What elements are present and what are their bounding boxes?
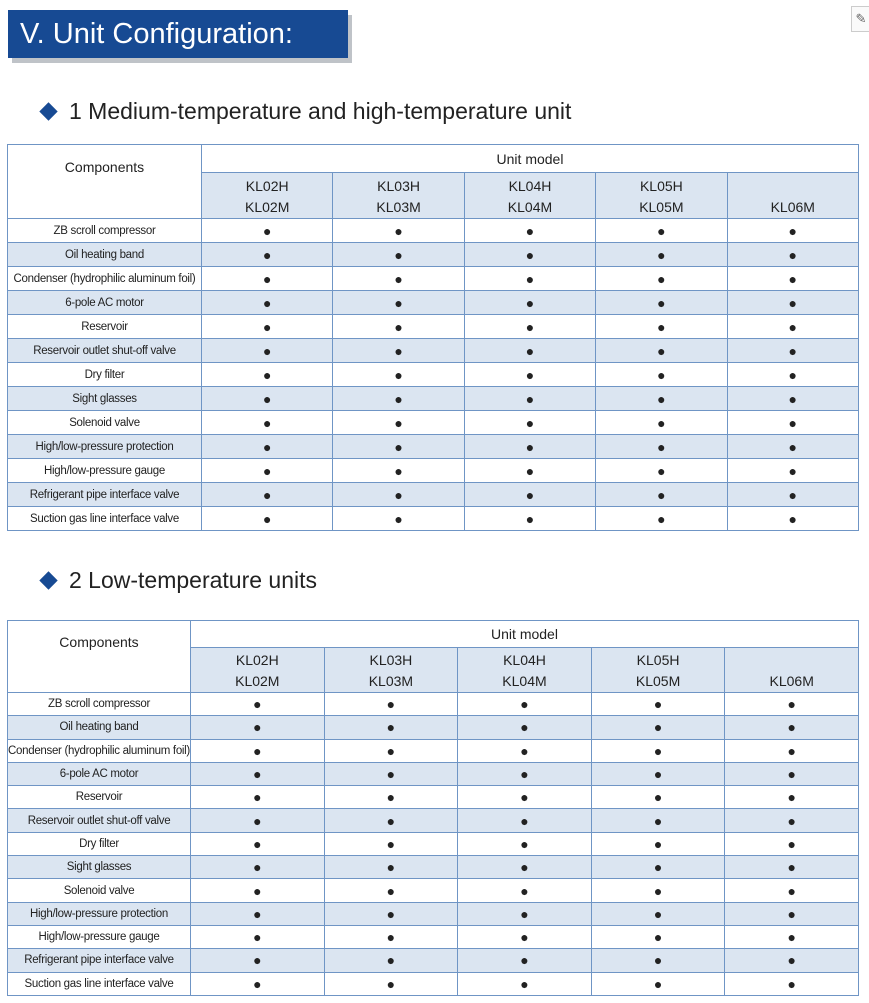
included-mark: ● <box>727 339 858 363</box>
included-mark: ● <box>191 856 325 879</box>
included-mark: ● <box>333 267 464 291</box>
included-mark: ● <box>191 693 325 716</box>
table-row <box>8 949 859 972</box>
component-name: Sight glasses <box>8 387 202 411</box>
included-mark: ● <box>333 339 464 363</box>
model-header <box>458 648 592 693</box>
included-mark: ● <box>464 459 595 483</box>
included-mark: ● <box>464 507 595 531</box>
unit-config-table-low <box>7 620 859 996</box>
included-mark: ● <box>333 435 464 459</box>
included-mark: ● <box>591 693 725 716</box>
model-header <box>324 648 458 693</box>
included-mark: ● <box>727 387 858 411</box>
table-row <box>8 832 859 855</box>
model-m: KL03M <box>368 673 414 689</box>
included-mark: ● <box>464 483 595 507</box>
component-name: Dry filter <box>8 832 191 855</box>
component-name: ZB scroll compressor <box>8 219 202 243</box>
included-mark: ● <box>725 949 859 972</box>
included-mark: ● <box>727 315 858 339</box>
included-mark: ● <box>202 267 333 291</box>
model-m: KL03M <box>376 199 421 215</box>
included-mark: ● <box>727 291 858 315</box>
included-mark: ● <box>324 693 458 716</box>
included-mark: ● <box>324 786 458 809</box>
component-name: High/low-pressure protection <box>8 435 202 459</box>
included-mark: ● <box>591 879 725 902</box>
included-mark: ● <box>458 786 592 809</box>
included-mark: ● <box>324 739 458 762</box>
model-header <box>333 173 464 219</box>
included-mark: ● <box>727 435 858 459</box>
model-m: KL05M <box>635 673 681 689</box>
component-name: Suction gas line interface valve <box>8 507 202 531</box>
included-mark: ● <box>202 339 333 363</box>
included-mark: ● <box>725 879 859 902</box>
included-mark: ● <box>464 435 595 459</box>
table-row <box>8 291 859 315</box>
included-mark: ● <box>727 219 858 243</box>
included-mark: ● <box>725 925 859 948</box>
included-mark: ● <box>333 387 464 411</box>
included-mark: ● <box>458 972 592 995</box>
included-mark: ● <box>202 387 333 411</box>
included-mark: ● <box>591 902 725 925</box>
included-mark: ● <box>727 459 858 483</box>
model-h: KL05H <box>639 178 683 194</box>
unit-config-table-medium-high <box>7 144 859 531</box>
table-row <box>8 507 859 531</box>
included-mark: ● <box>324 902 458 925</box>
component-name: High/low-pressure protection <box>8 902 191 925</box>
table-row <box>8 483 859 507</box>
model-h: KL03H <box>377 178 420 194</box>
included-mark: ● <box>464 387 595 411</box>
component-name: Oil heating band <box>8 243 202 267</box>
component-name: ZB scroll compressor <box>8 693 191 716</box>
table-row <box>8 267 859 291</box>
component-name: Suction gas line interface valve <box>8 972 191 995</box>
table-row <box>8 972 859 995</box>
included-mark: ● <box>725 809 859 832</box>
included-mark: ● <box>596 363 727 387</box>
table-row <box>8 219 859 243</box>
included-mark: ● <box>725 832 859 855</box>
included-mark: ● <box>333 411 464 435</box>
included-mark: ● <box>727 267 858 291</box>
included-mark: ● <box>591 716 725 739</box>
included-mark: ● <box>464 411 595 435</box>
component-name: Reservoir <box>8 786 191 809</box>
model-m: KL04M <box>502 673 547 689</box>
included-mark: ● <box>458 949 592 972</box>
included-mark: ● <box>202 435 333 459</box>
edit-icon[interactable]: ✎ <box>851 6 869 32</box>
included-mark: ● <box>191 716 325 739</box>
included-mark: ● <box>202 291 333 315</box>
included-mark: ● <box>202 411 333 435</box>
included-mark: ● <box>596 291 727 315</box>
included-mark: ● <box>458 879 592 902</box>
included-mark: ● <box>324 879 458 902</box>
included-mark: ● <box>324 925 458 948</box>
table-row <box>8 809 859 832</box>
included-mark: ● <box>591 949 725 972</box>
included-mark: ● <box>191 902 325 925</box>
included-mark: ● <box>464 339 595 363</box>
included-mark: ● <box>324 832 458 855</box>
model-header <box>191 648 325 693</box>
component-name: Refrigerant pipe interface valve <box>8 483 202 507</box>
included-mark: ● <box>324 762 458 785</box>
table-row <box>8 879 859 902</box>
included-mark: ● <box>191 879 325 902</box>
included-mark: ● <box>725 786 859 809</box>
unit-model-header: Unit model <box>191 621 859 648</box>
included-mark: ● <box>458 716 592 739</box>
included-mark: ● <box>596 435 727 459</box>
included-mark: ● <box>725 739 859 762</box>
table-row <box>8 411 859 435</box>
component-name: High/low-pressure gauge <box>8 925 191 948</box>
included-mark: ● <box>464 219 595 243</box>
model-m: KL02M <box>235 673 280 689</box>
table-row <box>8 925 859 948</box>
section-title: V. Unit Configuration: <box>8 10 348 58</box>
included-mark: ● <box>464 315 595 339</box>
included-mark: ● <box>191 786 325 809</box>
model-h: KL02H <box>245 178 289 194</box>
included-mark: ● <box>725 693 859 716</box>
component-name: Reservoir outlet shut-off valve <box>8 339 202 363</box>
diamond-bullet-icon <box>39 571 57 589</box>
included-mark: ● <box>596 483 727 507</box>
included-mark: ● <box>202 507 333 531</box>
model-m: KL05M <box>639 199 684 215</box>
included-mark: ● <box>725 762 859 785</box>
included-mark: ● <box>458 809 592 832</box>
included-mark: ● <box>333 243 464 267</box>
table-row <box>8 459 859 483</box>
component-name: Reservoir outlet shut-off valve <box>8 809 191 832</box>
table-row <box>8 435 859 459</box>
section-heading-1 <box>42 98 571 125</box>
included-mark: ● <box>202 483 333 507</box>
included-mark: ● <box>464 267 595 291</box>
included-mark: ● <box>202 363 333 387</box>
included-mark: ● <box>202 459 333 483</box>
component-name: Oil heating band <box>8 716 191 739</box>
included-mark: ● <box>596 387 727 411</box>
table-row <box>8 716 859 739</box>
included-mark: ● <box>596 219 727 243</box>
unit-model-header: Unit model <box>202 145 859 173</box>
table-row <box>8 339 859 363</box>
model-header <box>202 173 333 219</box>
table-row <box>8 693 859 716</box>
included-mark: ● <box>458 902 592 925</box>
included-mark: ● <box>191 762 325 785</box>
included-mark: ● <box>596 411 727 435</box>
included-mark: ● <box>324 972 458 995</box>
component-name: Sight glasses <box>8 856 191 879</box>
model-m: KL06M <box>770 199 815 215</box>
included-mark: ● <box>333 219 464 243</box>
included-mark: ● <box>202 315 333 339</box>
included-mark: ● <box>727 363 858 387</box>
included-mark: ● <box>591 832 725 855</box>
included-mark: ● <box>464 363 595 387</box>
included-mark: ● <box>324 856 458 879</box>
included-mark: ● <box>202 243 333 267</box>
included-mark: ● <box>333 291 464 315</box>
included-mark: ● <box>727 243 858 267</box>
included-mark: ● <box>191 972 325 995</box>
included-mark: ● <box>458 693 592 716</box>
model-header <box>464 173 595 219</box>
included-mark: ● <box>591 739 725 762</box>
included-mark: ● <box>591 809 725 832</box>
table-row <box>8 762 859 785</box>
component-name: 6-pole AC motor <box>8 762 191 785</box>
included-mark: ● <box>333 507 464 531</box>
included-mark: ● <box>333 315 464 339</box>
included-mark: ● <box>324 809 458 832</box>
included-mark: ● <box>324 716 458 739</box>
table-row <box>8 739 859 762</box>
included-mark: ● <box>324 949 458 972</box>
table-row <box>8 387 859 411</box>
included-mark: ● <box>458 762 592 785</box>
included-mark: ● <box>596 507 727 531</box>
included-mark: ● <box>191 739 325 762</box>
component-name: Solenoid valve <box>8 879 191 902</box>
heading-text: 1 Medium-temperature and high-temperature unit <box>69 98 572 124</box>
model-h: KL04H <box>508 178 552 194</box>
component-name: Refrigerant pipe interface valve <box>8 949 191 972</box>
included-mark: ● <box>458 925 592 948</box>
included-mark: ● <box>191 925 325 948</box>
table-row <box>8 786 859 809</box>
included-mark: ● <box>591 856 725 879</box>
included-mark: ● <box>464 291 595 315</box>
included-mark: ● <box>333 459 464 483</box>
section-heading-2 <box>42 567 317 594</box>
included-mark: ● <box>727 483 858 507</box>
components-header: Components <box>8 621 191 693</box>
included-mark: ● <box>596 315 727 339</box>
component-name: Condenser (hydrophilic aluminum foil) <box>8 267 202 291</box>
included-mark: ● <box>191 809 325 832</box>
component-name: High/low-pressure gauge <box>8 459 202 483</box>
heading-text: 2 Low-temperature units <box>69 567 318 593</box>
included-mark: ● <box>202 219 333 243</box>
included-mark: ● <box>333 363 464 387</box>
included-mark: ● <box>458 739 592 762</box>
included-mark: ● <box>596 459 727 483</box>
components-header: Components <box>8 145 202 219</box>
included-mark: ● <box>458 856 592 879</box>
model-h: KL03H <box>369 652 413 668</box>
model-m: KL02M <box>245 199 290 215</box>
component-name: Condenser (hydrophilic aluminum foil) <box>8 739 191 762</box>
table-row <box>8 363 859 387</box>
model-m: KL06M <box>769 673 814 689</box>
included-mark: ● <box>464 243 595 267</box>
model-header <box>596 173 727 219</box>
model-h: KL02H <box>235 652 279 668</box>
table-row <box>8 315 859 339</box>
model-h: KL05H <box>636 652 680 668</box>
included-mark: ● <box>591 972 725 995</box>
table-row <box>8 243 859 267</box>
included-mark: ● <box>725 716 859 739</box>
component-name: 6-pole AC motor <box>8 291 202 315</box>
included-mark: ● <box>725 856 859 879</box>
included-mark: ● <box>727 507 858 531</box>
included-mark: ● <box>591 925 725 948</box>
included-mark: ● <box>596 267 727 291</box>
included-mark: ● <box>191 832 325 855</box>
component-name: Reservoir <box>8 315 202 339</box>
included-mark: ● <box>591 762 725 785</box>
component-name: Dry filter <box>8 363 202 387</box>
included-mark: ● <box>591 786 725 809</box>
included-mark: ● <box>727 411 858 435</box>
model-header <box>725 648 859 693</box>
model-m: KL04M <box>507 199 553 215</box>
model-h: KL04H <box>503 652 546 668</box>
table-row <box>8 902 859 925</box>
component-name: Solenoid valve <box>8 411 202 435</box>
included-mark: ● <box>596 243 727 267</box>
included-mark: ● <box>725 972 859 995</box>
included-mark: ● <box>458 832 592 855</box>
model-header <box>591 648 725 693</box>
included-mark: ● <box>191 949 325 972</box>
model-header <box>727 173 858 219</box>
included-mark: ● <box>596 339 727 363</box>
table-row <box>8 856 859 879</box>
included-mark: ● <box>333 483 464 507</box>
included-mark: ● <box>725 902 859 925</box>
diamond-bullet-icon <box>39 102 57 120</box>
